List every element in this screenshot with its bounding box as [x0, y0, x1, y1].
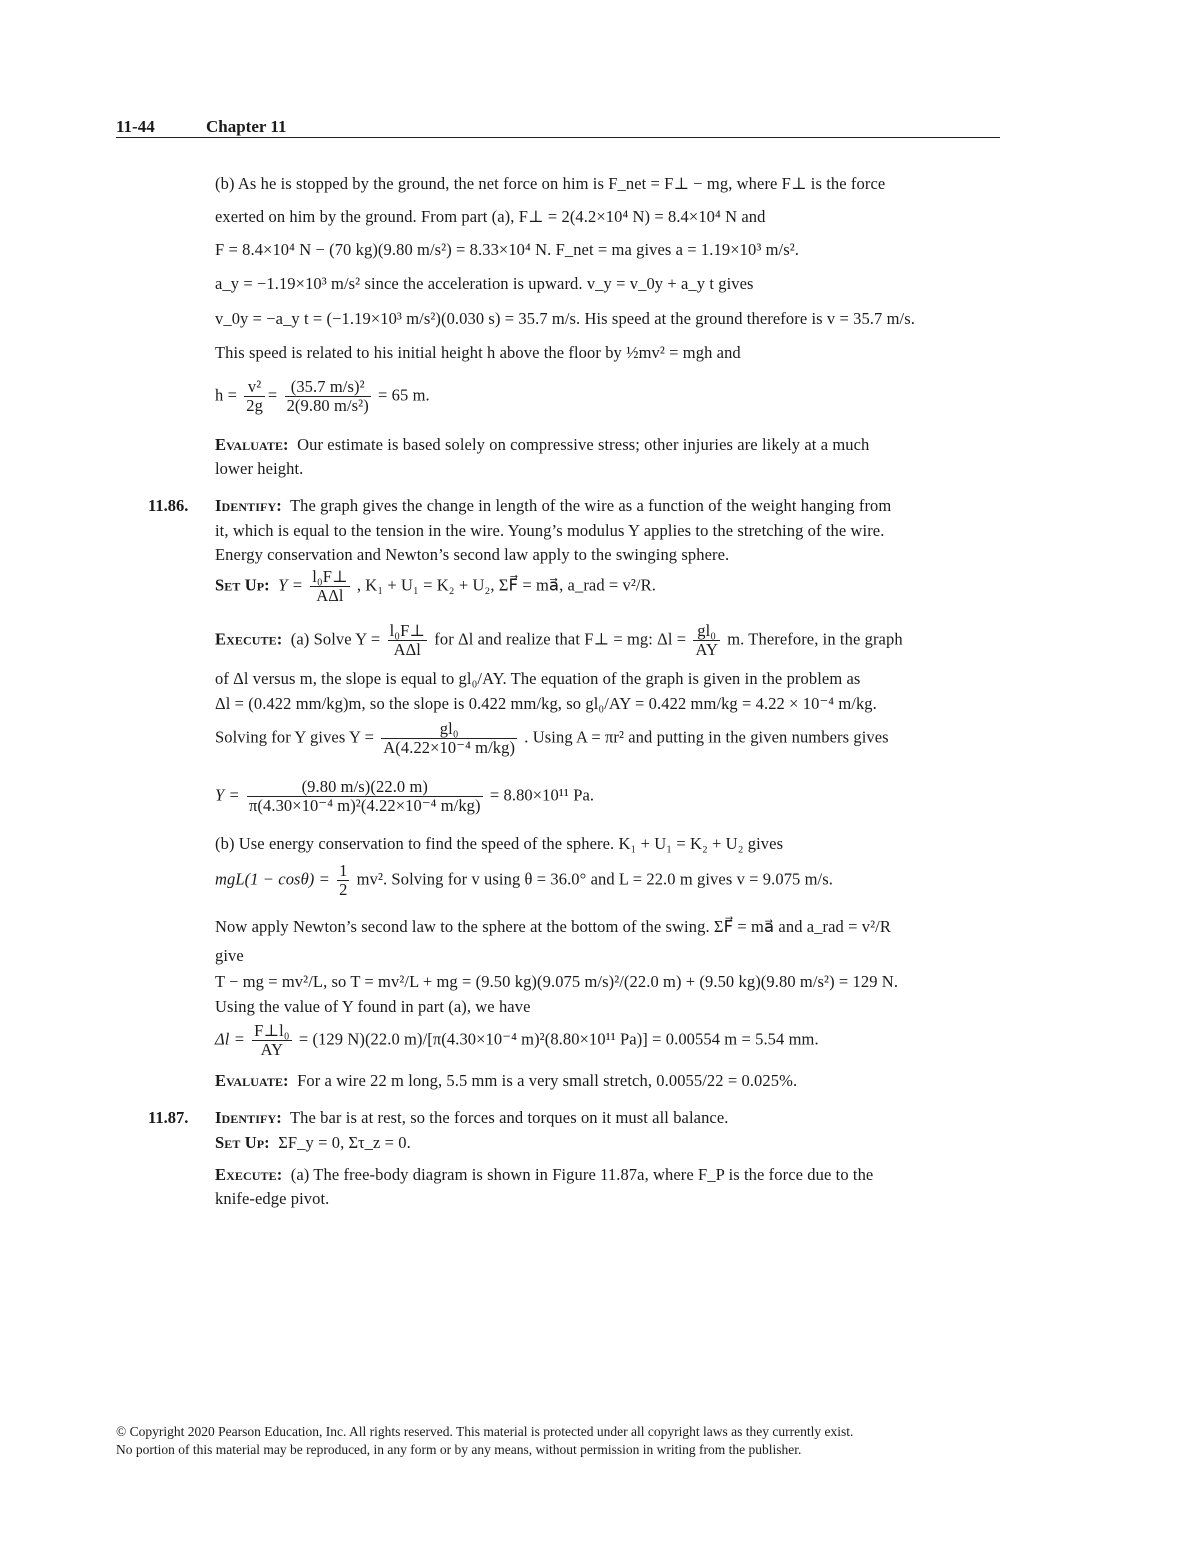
execute-label: Execute: — [215, 629, 283, 649]
evaluate-line — [215, 1071, 797, 1091]
solve-y: Solving for Y gives Y = — [215, 727, 375, 747]
eq-lhs: h = — [215, 385, 237, 405]
numerator: gl₀ — [693, 622, 720, 641]
exec-mid: for Δl and realize that F⊥ = mg: Δl = — [434, 629, 687, 649]
evaluate-text: Our estimate is based solely on compressive stress; other injuries are likely at a much — [297, 435, 870, 454]
numerator: (9.80 m/s)(22.0 m) — [247, 778, 483, 797]
identify-line — [215, 1108, 729, 1128]
fraction — [252, 1022, 291, 1059]
solve-rest: . Using A = πr² and putting in the given numbers gives — [524, 727, 889, 747]
fraction — [310, 568, 349, 605]
energy-rest: mv². Solving for v using θ = 36.0° and L = 22.0 m gives v = 9.075 m/s. — [356, 869, 833, 889]
identify-text: The bar is at rest, so the forces and torques on it must all balance. — [289, 1108, 729, 1127]
evaluate-text: For a wire 22 m long, 5.5 mm is a very small stretch, 0.0055/22 = 0.025%. — [297, 1071, 798, 1090]
text-line: give — [215, 946, 244, 965]
setup-rest: , K₁ + U₁ = K₂ + U₂, ΣF⃗ = ma⃗, a_rad = v²/R. — [356, 575, 656, 595]
text-line: Δl = (0.422 mm/kg)m, so the slope is 0.422 mm/kg, so gl₀/AY = 0.422 mm/kg = 4.22 × 10⁻⁴ m/kg. — [215, 694, 877, 713]
fraction — [381, 720, 517, 757]
exec-end: m. Therefore, in the graph — [727, 629, 903, 649]
text-line: knife-edge pivot. — [215, 1189, 330, 1208]
numerator: gl₀ — [381, 720, 517, 739]
chapter-title: Chapter 11 — [206, 117, 287, 136]
problem-number: 11.86. — [148, 496, 189, 515]
text-line: T − mg = mv²/L, so T = mv²/L + mg = (9.50 kg)(9.075 m/s)²/(22.0 m) + (9.50 kg)(9.80 m/s²) = 129 N. — [215, 972, 899, 991]
stretch-equation — [215, 1022, 819, 1059]
header-rule — [116, 137, 1000, 138]
energy-equation — [215, 862, 833, 899]
eq-result: = 8.80×10¹¹ Pa. — [489, 785, 595, 805]
text-line: (b) Use energy conservation to find the speed of the sphere. K₁ + U₁ = K₂ + U₂ gives — [215, 834, 784, 853]
text-line: This speed is related to his initial height h above the floor by ½mv² = mgh and — [215, 343, 741, 362]
eq-lhs: Y = — [215, 785, 240, 805]
problem-number: 11.87. — [148, 1108, 189, 1127]
evaluate-label: Evaluate: — [215, 435, 289, 454]
text-line: of Δl versus m, the slope is equal to gl₀/AY. The equation of the graph is given in the problem as — [215, 669, 861, 688]
numerator: l₀F⊥ — [389, 621, 426, 640]
stretch-rest: = (129 N)(22.0 m)/[π(4.30×10⁻⁴ m)²(8.80×10¹¹ Pa)] = 0.00554 m = 5.54 mm. — [298, 1029, 819, 1049]
identify-label: Identify: — [215, 1108, 282, 1127]
identify-label: Identify: — [215, 496, 282, 515]
denominator: 2 — [339, 880, 348, 899]
text-line: Using the value of Y found in part (a), we have — [215, 997, 531, 1016]
numerator: (35.7 m/s)² — [285, 378, 371, 397]
height-equation: h = $\frac{\text{v²}}{2g}$ = $\frac{\text{(35.7 m/s)²}}{\text{2(9.80 m/s²)}}$ = 65 m. — [215, 377, 430, 415]
copyright-line: No portion of this material may be reproduced, in any form or by any means, without permission in writing from the publisher. — [116, 1442, 802, 1457]
text-line: exerted on him by the ground. From part (a), F⊥ = 2(4.2×10⁴ N) = 8.4×10⁴ N and — [215, 207, 766, 226]
fraction — [244, 378, 265, 415]
young-modulus-equation — [215, 778, 594, 815]
fraction — [285, 378, 371, 415]
copyright-line: © Copyright 2020 Pearson Education, Inc. All rights reserved. This material is protected under all copyright laws as they currently exist. — [116, 1424, 854, 1439]
text-line: lower height. — [215, 459, 304, 478]
identify-text: The graph gives the change in length of the wire as a function of the weight hanging from — [289, 496, 892, 515]
numerator: F⊥l₀ — [254, 1021, 290, 1040]
text-line: (b) As he is stopped by the ground, the net force on him is F_net = F⊥ − mg, where F⊥ is the force — [215, 174, 886, 193]
execute-text: (a) The free-body diagram is shown in Figure 11.87a, where F_P is the force due to the — [290, 1165, 874, 1184]
denominator: AΔl — [393, 640, 421, 659]
fraction — [337, 862, 349, 899]
text-line: it, which is equal to the tension in the wire. Young’s modulus Y applies to the stretching of the wire. — [215, 521, 885, 540]
denominator: π(4.30×10⁻⁴ m)²(4.22×10⁻⁴ m/kg) — [248, 796, 481, 815]
denominator: 2g — [246, 396, 263, 415]
denominator: AY — [695, 640, 718, 659]
setup-label: Set Up: — [215, 1133, 270, 1152]
denominator: A(4.22×10⁻⁴ m/kg) — [383, 738, 516, 757]
eq-result: = 65 m. — [378, 385, 430, 405]
numerator: 1 — [339, 861, 348, 880]
fraction — [247, 778, 483, 815]
denominator: 2(9.80 m/s²) — [286, 396, 369, 415]
setup-line — [215, 1133, 411, 1153]
execute-label: Execute: — [215, 1165, 283, 1184]
fraction — [693, 622, 720, 659]
denominator: AΔl — [316, 586, 344, 605]
text-line: a_y = −1.19×10³ m/s² since the acceleration is upward. v_y = v_0y + a_y t gives — [215, 274, 754, 293]
text-line: Energy conservation and Newton’s second law apply to the swinging sphere. — [215, 545, 730, 564]
fraction — [388, 622, 427, 659]
eq-lhs: mgL(1 − cosθ) = — [215, 869, 330, 889]
execute-line — [215, 622, 903, 659]
setup-label: Set Up: — [215, 575, 270, 595]
eq-lhs: Y = — [278, 575, 303, 595]
evaluate-line — [215, 435, 869, 455]
identify-line — [215, 496, 891, 516]
numerator: l₀F⊥ — [312, 567, 348, 586]
setup-text: ΣF_y = 0, Στ_z = 0. — [278, 1133, 411, 1152]
eq-lhs: Δl = — [215, 1029, 245, 1049]
evaluate-label: Evaluate: — [215, 1071, 289, 1090]
setup-line — [215, 568, 656, 605]
numerator: v² — [244, 378, 265, 397]
execute-line — [215, 1165, 873, 1185]
denominator: AY — [260, 1040, 284, 1059]
text-line: Now apply Newton’s second law to the sphere at the bottom of the swing. ΣF⃗ = ma⃗ and a_rad = v²/R — [215, 917, 891, 936]
solve-y-line — [215, 720, 889, 757]
page-number: 11-44 — [116, 117, 155, 136]
text-line: v_0y = −a_y t = (−1.19×10³ m/s²)(0.030 s) = 35.7 m/s. His speed at the ground therefore is v = 35.7 m/s. — [215, 309, 915, 328]
exec-a: (a) Solve Y = — [290, 629, 381, 649]
text-line: F = 8.4×10⁴ N − (70 kg)(9.80 m/s²) = 8.33×10⁴ N. F_net = ma gives a = 1.19×10³ m/s². — [215, 240, 799, 259]
